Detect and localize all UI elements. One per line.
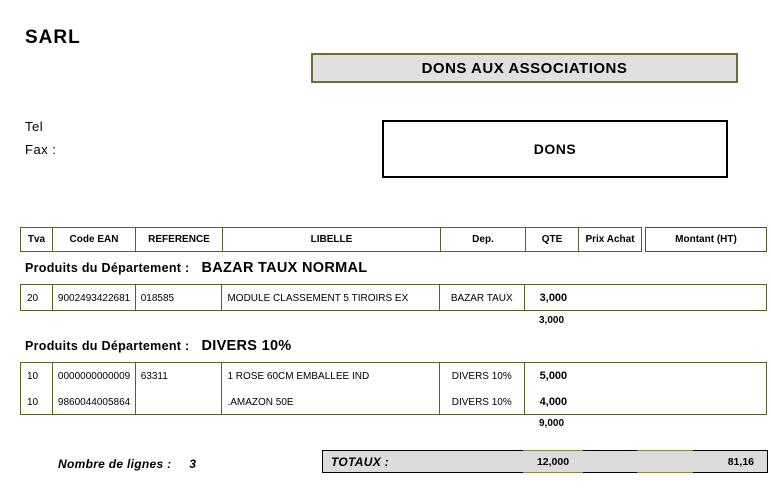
- lines-count-footer: [58, 457, 196, 471]
- section-label: Produits du Département :: [25, 339, 190, 353]
- total-montant-ht: 81,16: [693, 450, 768, 473]
- tel-label: Tel: [25, 119, 44, 134]
- table-header-row: [20, 227, 642, 252]
- section-subtotal-qte-1: 3,000: [538, 315, 565, 326]
- cell-qte: 3,000: [539, 292, 568, 304]
- cell-tva: 10: [21, 363, 53, 389]
- header-cell-tva: Tva: [21, 228, 53, 251]
- header-cell-qte: QTE: [526, 228, 579, 251]
- totals-bar: [322, 450, 768, 473]
- table-row: [21, 389, 766, 415]
- totals-spacer: [583, 450, 637, 473]
- department-name: DIVERS 10%: [201, 338, 292, 354]
- lines-count-value: 3: [189, 457, 197, 471]
- cell-reference: 63311: [136, 363, 223, 389]
- cell-dep: DIVERS 10%: [440, 389, 525, 415]
- cell-reference: [136, 389, 223, 415]
- table-row-group-1: [20, 284, 767, 311]
- cell-libelle: 1 ROSE 60CM EMBALLEE IND: [222, 363, 439, 389]
- cell-tva: 10: [21, 389, 53, 415]
- cell-reference: 018585: [136, 285, 223, 311]
- total-qte: 12,000: [523, 450, 583, 473]
- company-name: SARL: [25, 27, 81, 48]
- fax-label: Fax :: [25, 142, 57, 157]
- header-cell-reference: REFERENCE: [136, 228, 223, 251]
- cell-dep: DIVERS 10%: [440, 363, 525, 389]
- doc-type-text: DONS: [533, 141, 577, 157]
- header-cell-libelle: LIBELLE: [223, 228, 441, 251]
- header-cell-montant-ht: Montant (HT): [645, 227, 767, 252]
- section-header-2: [25, 338, 292, 356]
- lines-count-label: Nombre de lignes :: [58, 457, 172, 471]
- section-subtotal-qte-2: 9,000: [538, 418, 565, 429]
- table-row: [21, 363, 766, 389]
- cell-code-ean: 0000000000009: [53, 363, 136, 389]
- table-row-group-2: [20, 362, 767, 415]
- cell-libelle: MODULE CLASSEMENT 5 TIROIRS EX: [222, 285, 439, 311]
- table-row: [21, 285, 766, 311]
- header-cell-code-ean: Code EAN: [53, 228, 136, 251]
- title-banner-text: DONS AUX ASSOCIATIONS: [421, 59, 628, 77]
- cell-dep: BAZAR TAUX: [440, 285, 525, 311]
- section-header-1: [25, 260, 367, 278]
- department-name: BAZAR TAUX NORMAL: [201, 260, 368, 276]
- header-cell-dep: Dep.: [441, 228, 526, 251]
- cell-libelle: .AMAZON 50E: [222, 389, 439, 415]
- totals-label: TOTAUX :: [322, 450, 523, 473]
- cell-code-ean: 9002493422681: [53, 285, 136, 311]
- cell-qte: 4,000: [539, 396, 568, 408]
- cell-qte: 5,000: [539, 370, 568, 382]
- totals-spacer: [637, 450, 693, 473]
- cell-tva: 20: [21, 285, 53, 311]
- doc-type-box: [382, 120, 728, 178]
- section-label: Produits du Département :: [25, 261, 190, 275]
- header-cell-prix-achat: Prix Achat: [585, 234, 635, 245]
- title-banner: [311, 53, 738, 83]
- cell-code-ean: 9860044005864: [53, 389, 136, 415]
